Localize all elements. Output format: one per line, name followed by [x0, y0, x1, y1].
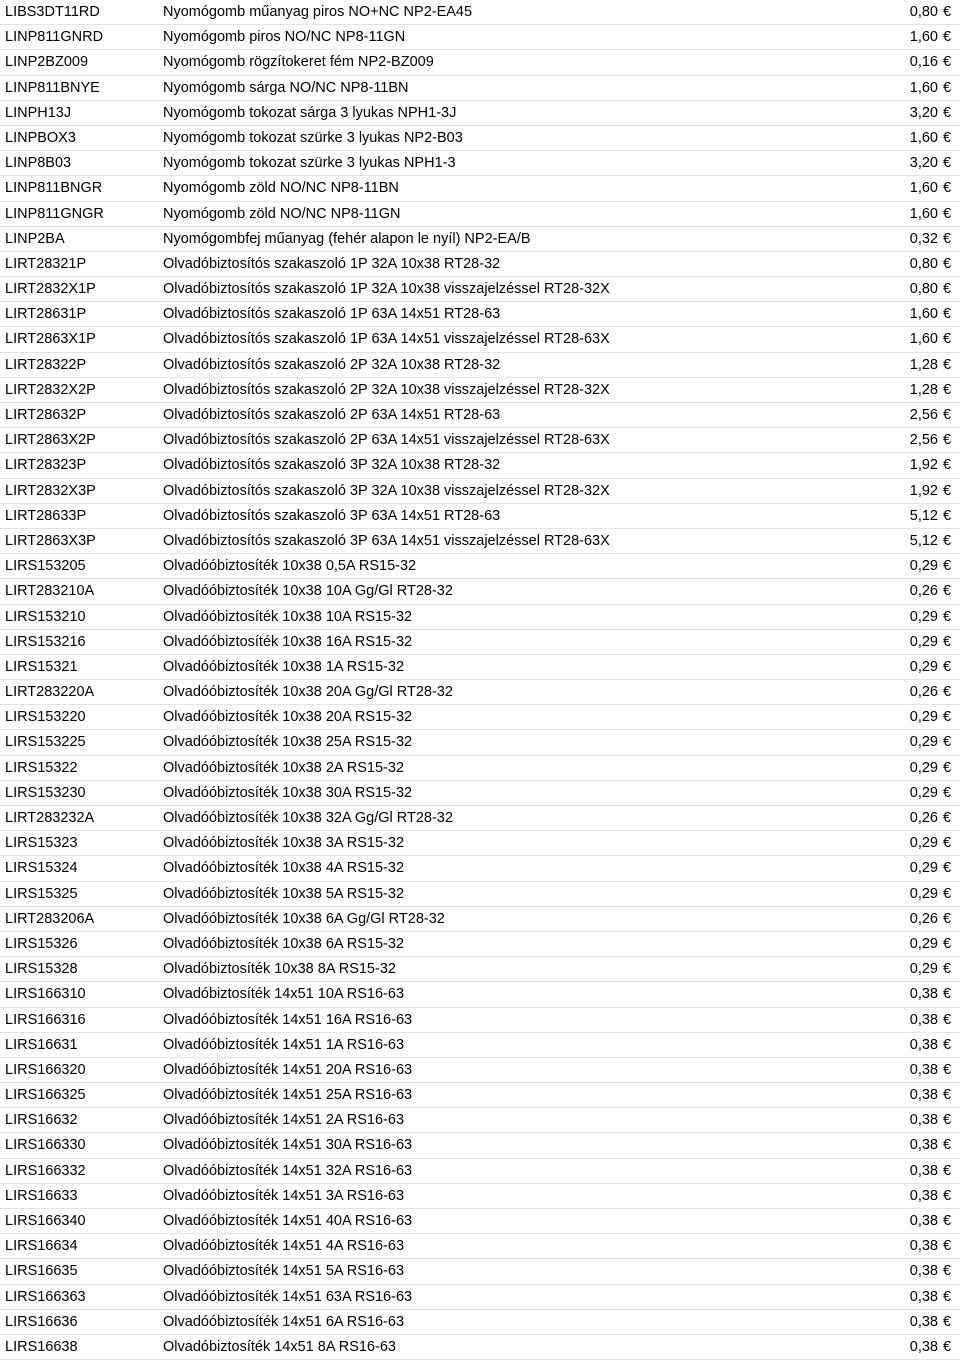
- product-price: 0,26: [909, 810, 938, 826]
- currency-symbol: €: [942, 1061, 952, 1078]
- table-row: [0, 1133, 960, 1158]
- product-code: LIRS16632: [5, 1112, 78, 1129]
- currency-symbol: €: [942, 507, 952, 524]
- product-code: LIRS15322: [5, 759, 78, 776]
- table-row: [0, 1234, 960, 1259]
- product-description: Olvadóóbiztosíték 10x38 6A Gg/Gl RT28-32: [163, 910, 445, 927]
- product-code: LINPH13J: [5, 104, 72, 121]
- table-row: [0, 1083, 960, 1108]
- product-code: LIRS166320: [5, 1061, 86, 1078]
- product-description: Nyomógomb sárga NO/NC NP8-11BN: [163, 79, 409, 96]
- currency-symbol: €: [942, 986, 952, 1003]
- product-price: 0,38: [909, 1162, 938, 1179]
- currency-symbol: €: [942, 860, 952, 877]
- product-description: Olvadóóbiztosíték 14x51 6A RS16-63: [163, 1313, 405, 1330]
- product-code: LINP811BNYE: [5, 79, 100, 96]
- table-row: [0, 227, 960, 252]
- product-description: Olvadóóbiztosíték 10x38 5A RS15-32: [163, 885, 405, 902]
- product-description: Olvadóbiztosíték 10x38 8A RS15-32: [163, 961, 396, 978]
- currency-symbol: €: [942, 230, 952, 247]
- product-description: Olvadóbiztosítós szakaszoló 3P 63A 14x51 RT28-63: [163, 507, 501, 524]
- product-price: 1,60: [909, 205, 938, 222]
- currency-symbol: €: [942, 482, 952, 499]
- product-price: 3,20: [909, 155, 938, 172]
- product-code: LINP2BA: [5, 230, 65, 247]
- currency-symbol: €: [942, 784, 952, 801]
- product-price: 5,12: [909, 532, 938, 549]
- product-price: 3,20: [909, 104, 938, 121]
- product-price: 1,60: [909, 79, 938, 96]
- currency-symbol: €: [942, 281, 952, 298]
- table-row: [0, 1108, 960, 1133]
- product-description: Olvadóóbiztosíték 10x38 10A Gg/Gl RT28-32: [163, 583, 453, 600]
- product-price: 0,80: [909, 255, 938, 272]
- table-row: [0, 1310, 960, 1335]
- product-description: Olvadóóbiztosíték 10x38 2A RS15-32: [163, 759, 405, 776]
- product-description: Olvadóbiztosítós szakaszoló 1P 32A 10x38 visszajelzéssel RT28-32X: [163, 281, 610, 298]
- product-code: LIRS153216: [5, 633, 86, 650]
- table-row: [0, 882, 960, 907]
- currency-symbol: €: [942, 432, 952, 449]
- table-row: [0, 554, 960, 579]
- product-price: 0,38: [909, 1313, 938, 1330]
- product-price: 0,38: [909, 1112, 938, 1129]
- currency-symbol: €: [942, 180, 952, 197]
- product-price: 0,29: [909, 759, 938, 776]
- currency-symbol: €: [942, 709, 952, 726]
- table-row: [0, 0, 960, 25]
- currency-symbol: €: [942, 633, 952, 650]
- currency-symbol: €: [942, 684, 952, 701]
- product-code: LIRS166310: [5, 986, 86, 1003]
- product-code: LIRT2832X1P: [5, 281, 96, 298]
- table-row: [0, 529, 960, 554]
- product-price: 0,29: [909, 608, 938, 625]
- product-code: LIRS166340: [5, 1213, 86, 1229]
- table-row: [0, 781, 960, 806]
- product-description: Nyomógombfej műanyag (fehér alapon le nyíl) NP2-EA/B: [163, 230, 531, 247]
- product-description: Olvadóbiztosítós szakaszoló 2P 63A 14x51 visszajelzéssel RT28-63X: [163, 432, 610, 449]
- product-description: Olvadóóbiztosíték 10x38 3A RS15-32: [163, 835, 405, 852]
- product-description: Nyomógomb rögzítokeret fém NP2-BZ009: [163, 54, 434, 71]
- currency-symbol: €: [942, 407, 952, 423]
- product-description: Olvadóóbiztosíték 14x51 30A RS16-63: [163, 1137, 413, 1154]
- product-price: 0,29: [909, 784, 938, 801]
- currency-symbol: €: [942, 608, 952, 625]
- table-row: [0, 403, 960, 428]
- currency-symbol: €: [942, 1162, 952, 1179]
- table-row: [0, 252, 960, 277]
- table-row: [0, 982, 960, 1007]
- table-row: [0, 1033, 960, 1058]
- product-price: 0,38: [909, 1087, 938, 1104]
- product-description: Olvadóóbiztosíték 14x51 20A RS16-63: [163, 1061, 413, 1078]
- table-row: [0, 176, 960, 201]
- product-price: 0,38: [909, 1137, 938, 1154]
- product-code: LIRT283220A: [5, 684, 95, 701]
- product-price: 0,29: [909, 835, 938, 852]
- product-code: LINP2BZ009: [5, 54, 89, 71]
- product-description: Nyomógomb műanyag piros NO+NC NP2-EA45: [163, 4, 473, 20]
- product-price: 0,29: [909, 658, 938, 675]
- product-description: Nyomógomb tokozat szürke 3 lyukas NP2-B03: [163, 129, 463, 146]
- table-row: [0, 1159, 960, 1184]
- table-row: [0, 101, 960, 126]
- product-price: 1,60: [909, 306, 938, 323]
- product-code: LIRS153230: [5, 784, 86, 801]
- product-code: LIRS15321: [5, 658, 78, 675]
- product-code: LIRT28633P: [5, 507, 87, 524]
- table-row: [0, 856, 960, 881]
- product-price: 1,92: [909, 457, 938, 474]
- currency-symbol: €: [942, 910, 952, 927]
- product-code: LIRT28631P: [5, 306, 87, 323]
- product-price: 0,38: [909, 1213, 938, 1229]
- table-row: [0, 151, 960, 176]
- product-description: Olvadóóbiztosíték 10x38 1A RS15-32: [163, 658, 405, 675]
- table-row: [0, 1209, 960, 1234]
- table-row: [0, 302, 960, 327]
- product-code: LIRT2863X1P: [5, 331, 96, 348]
- currency-symbol: €: [942, 205, 952, 222]
- table-row: [0, 806, 960, 831]
- table-row: [0, 957, 960, 982]
- product-price: 0,38: [909, 1036, 938, 1053]
- currency-symbol: €: [942, 255, 952, 272]
- product-description: Olvadóóbiztosíték 14x51 32A RS16-63: [163, 1162, 413, 1179]
- product-price: 0,38: [909, 1288, 938, 1305]
- product-description: Nyomógomb zöld NO/NC NP8-11GN: [163, 205, 401, 222]
- product-code: LINP8B03: [5, 155, 72, 172]
- product-description: Olvadóóbiztosíték 10x38 10A RS15-32: [163, 608, 413, 625]
- product-code: LINPBOX3: [5, 129, 76, 146]
- product-description: Olvadóóbiztosíték 10x38 6A RS15-32: [163, 935, 405, 952]
- currency-symbol: €: [942, 759, 952, 776]
- product-code: LIRS153205: [5, 558, 86, 575]
- product-code: LIRS16636: [5, 1313, 78, 1330]
- currency-symbol: €: [942, 331, 952, 348]
- product-price: 1,92: [909, 482, 938, 499]
- table-row: [0, 630, 960, 655]
- currency-symbol: €: [942, 1238, 952, 1255]
- product-price: 1,28: [909, 356, 938, 373]
- product-description: Olvadóóbiztosíték 10x38 0,5A RS15-32: [163, 558, 417, 575]
- product-description: Olvadóóbiztosíték 14x51 4A RS16-63: [163, 1238, 405, 1255]
- product-code: LIRS15324: [5, 860, 78, 877]
- currency-symbol: €: [942, 810, 952, 826]
- product-price: 0,38: [909, 1011, 938, 1028]
- product-description: Olvadóbiztosítós szakaszoló 3P 32A 10x38 visszajelzéssel RT28-32X: [163, 482, 610, 499]
- currency-symbol: €: [942, 54, 952, 71]
- product-price: 0,38: [909, 986, 938, 1003]
- product-price: 1,60: [909, 331, 938, 348]
- table-row: [0, 50, 960, 75]
- product-code: LIRS16635: [5, 1263, 78, 1280]
- product-price: 0,26: [909, 684, 938, 701]
- product-price: 0,29: [909, 885, 938, 902]
- currency-symbol: €: [942, 1137, 952, 1154]
- product-code: LIRS153220: [5, 709, 86, 726]
- product-code: LINP811GNGR: [5, 205, 104, 222]
- currency-symbol: €: [942, 356, 952, 373]
- currency-symbol: €: [942, 104, 952, 121]
- product-price: 0,38: [909, 1238, 938, 1255]
- product-code: LIRS166316: [5, 1011, 86, 1028]
- table-row: [0, 479, 960, 504]
- product-price: 1,60: [909, 129, 938, 146]
- currency-symbol: €: [942, 734, 952, 751]
- product-price: 0,38: [909, 1187, 938, 1204]
- currency-symbol: €: [942, 29, 952, 46]
- product-description: Olvadóbiztosítós szakaszoló 2P 32A 10x38 visszajelzéssel RT28-32X: [163, 381, 610, 398]
- currency-symbol: €: [942, 457, 952, 474]
- product-price: 0,38: [909, 1061, 938, 1078]
- product-code: LIRS153225: [5, 734, 86, 751]
- product-price: 0,80: [909, 281, 938, 298]
- table-row: [0, 730, 960, 755]
- table-row: [0, 25, 960, 50]
- table-row: [0, 932, 960, 957]
- product-code: LIRT28632P: [5, 407, 87, 423]
- table-row: [0, 907, 960, 932]
- product-description: Olvadóóbiztosíték 14x51 1A RS16-63: [163, 1036, 405, 1053]
- table-row: [0, 831, 960, 856]
- product-code: LIRT28322P: [5, 356, 87, 373]
- currency-symbol: €: [942, 129, 952, 146]
- currency-symbol: €: [942, 1036, 952, 1053]
- currency-symbol: €: [942, 1213, 952, 1229]
- currency-symbol: €: [942, 306, 952, 323]
- product-code: LIRT2832X2P: [5, 381, 96, 398]
- product-description: Olvadóóbiztosíték 10x38 4A RS15-32: [163, 860, 405, 877]
- product-price: 0,29: [909, 935, 938, 952]
- currency-symbol: €: [942, 4, 952, 20]
- table-row: [0, 76, 960, 101]
- product-description: Olvadóbiztosítós szakaszoló 3P 63A 14x51 visszajelzéssel RT28-63X: [163, 532, 610, 549]
- product-code: LIRS153210: [5, 608, 86, 625]
- table-row: [0, 655, 960, 680]
- product-price: 0,16: [909, 54, 938, 71]
- currency-symbol: €: [942, 1011, 952, 1028]
- product-description: Nyomógomb piros NO/NC NP8-11GN: [163, 29, 406, 46]
- table-row: [0, 327, 960, 352]
- product-code: LIRS16631: [5, 1036, 78, 1053]
- product-code: LIRT283232A: [5, 810, 95, 826]
- product-description: Olvadóóbiztosíték 14x51 3A RS16-63: [163, 1187, 405, 1204]
- product-code: LIRS16633: [5, 1187, 78, 1204]
- product-code: LIRT2863X2P: [5, 432, 96, 449]
- product-code: LIRT2863X3P: [5, 532, 96, 549]
- table-row: [0, 680, 960, 705]
- table-row: [0, 277, 960, 302]
- product-description: Olvadóbiztosítós szakaszoló 1P 32A 10x38 RT28-32: [163, 255, 501, 272]
- product-code: LIRS15325: [5, 885, 78, 902]
- product-price: 0,26: [909, 583, 938, 600]
- product-description: Olvadóóbiztosíték 14x51 25A RS16-63: [163, 1087, 413, 1104]
- product-description: Olvadóóbiztosíték 14x51 40A RS16-63: [163, 1213, 413, 1229]
- product-price: 0,29: [909, 709, 938, 726]
- product-description: Olvadóbiztosítós szakaszoló 1P 63A 14x51 RT28-63: [163, 306, 501, 323]
- product-description: Nyomógomb tokozat szürke 3 lyukas NPH1-3: [163, 155, 456, 172]
- product-description: Olvadóbiztosítós szakaszoló 1P 63A 14x51 visszajelzéssel RT28-63X: [163, 331, 610, 348]
- product-price: 1,28: [909, 381, 938, 398]
- table-row: [0, 504, 960, 529]
- product-description: Olvadóbiztosíték 14x51 10A RS16-63: [163, 986, 405, 1003]
- product-description: Olvadóóbiztosíték 10x38 16A RS15-32: [163, 633, 413, 650]
- product-price: 0,32: [909, 230, 938, 247]
- product-price: 2,56: [909, 432, 938, 449]
- product-code: LIRT2832X3P: [5, 482, 96, 499]
- currency-symbol: €: [942, 1338, 952, 1355]
- table-row: [0, 126, 960, 151]
- product-code: LIRT28323P: [5, 457, 87, 474]
- currency-symbol: €: [942, 1187, 952, 1204]
- table-row: [0, 605, 960, 630]
- product-code: LIRT283210A: [5, 583, 95, 600]
- product-price: 2,56: [909, 407, 938, 423]
- table-row: [0, 1058, 960, 1083]
- product-description: Olvadóbiztosítós szakaszoló 2P 32A 10x38 RT28-32: [163, 356, 501, 373]
- table-row: [0, 428, 960, 453]
- product-code: LIRT283206A: [5, 910, 95, 927]
- table-row: [0, 705, 960, 730]
- table-row: [0, 1285, 960, 1310]
- product-description: Olvadóóbiztosíték 10x38 25A RS15-32: [163, 734, 413, 751]
- currency-symbol: €: [942, 583, 952, 600]
- product-description: Olvadóbiztosíték 14x51 8A RS16-63: [163, 1338, 396, 1355]
- product-description: Olvadóóbiztosíték 14x51 16A RS16-63: [163, 1011, 413, 1028]
- table-row: [0, 353, 960, 378]
- product-code: LIRS166325: [5, 1087, 86, 1104]
- currency-symbol: €: [942, 1313, 952, 1330]
- product-code: LIRS166332: [5, 1162, 86, 1179]
- product-code: LIRS15323: [5, 835, 78, 852]
- product-code: LIRS166363: [5, 1288, 86, 1305]
- product-description: Olvadóóbiztosíték 10x38 20A RS15-32: [163, 709, 413, 726]
- table-row: [0, 453, 960, 478]
- product-description: Olvadóóbiztosíték 10x38 30A RS15-32: [163, 784, 413, 801]
- currency-symbol: €: [942, 961, 952, 978]
- product-price: 0,38: [909, 1338, 938, 1355]
- currency-symbol: €: [942, 558, 952, 575]
- currency-symbol: €: [942, 155, 952, 172]
- table-row: [0, 579, 960, 604]
- product-description: Olvadóóbiztosíték 14x51 2A RS16-63: [163, 1112, 405, 1129]
- product-description: Nyomógomb zöld NO/NC NP8-11BN: [163, 180, 399, 197]
- product-description: Nyomógomb tokozat sárga 3 lyukas NPH1-3J: [163, 104, 457, 121]
- table-row: [0, 1259, 960, 1284]
- product-price: 0,80: [909, 4, 938, 20]
- product-code: LIRS15328: [5, 961, 78, 978]
- product-price: 0,29: [909, 633, 938, 650]
- table-row: [0, 1335, 960, 1360]
- table-row: [0, 1184, 960, 1209]
- currency-symbol: €: [942, 381, 952, 398]
- currency-symbol: €: [942, 885, 952, 902]
- currency-symbol: €: [942, 658, 952, 675]
- table-row: [0, 378, 960, 403]
- currency-symbol: €: [942, 79, 952, 96]
- product-code: LIRS16634: [5, 1238, 78, 1255]
- product-price: 0,38: [909, 1263, 938, 1280]
- product-price: 0,29: [909, 961, 938, 978]
- product-price: 0,29: [909, 860, 938, 877]
- currency-symbol: €: [942, 532, 952, 549]
- currency-symbol: €: [942, 1263, 952, 1280]
- product-code: LIBS3DT11RD: [5, 4, 100, 20]
- product-description: Olvadóóbiztosíték 14x51 63A RS16-63: [163, 1288, 413, 1305]
- product-code: LIRS16638: [5, 1338, 78, 1355]
- currency-symbol: €: [942, 1087, 952, 1104]
- currency-symbol: €: [942, 1112, 952, 1129]
- table-row: [0, 1008, 960, 1033]
- product-code: LIRS15326: [5, 935, 78, 952]
- product-code: LIRT28321P: [5, 255, 87, 272]
- product-description: Olvadóóbiztosíték 10x38 20A Gg/Gl RT28-32: [163, 684, 453, 701]
- product-price: 0,29: [909, 734, 938, 751]
- product-price: 1,60: [909, 180, 938, 197]
- product-price: 1,60: [909, 29, 938, 46]
- product-price: 0,29: [909, 558, 938, 575]
- product-price: 0,26: [909, 910, 938, 927]
- product-description: Olvadóbiztosítós szakaszoló 3P 32A 10x38 RT28-32: [163, 457, 501, 474]
- currency-symbol: €: [942, 835, 952, 852]
- product-code: LINP811GNRD: [5, 29, 104, 46]
- table-row: [0, 756, 960, 781]
- table-row: [0, 202, 960, 227]
- product-code: LINP811BNGR: [5, 180, 103, 197]
- currency-symbol: €: [942, 1288, 952, 1305]
- product-description: Olvadóóbiztosíték 10x38 32A Gg/Gl RT28-32: [163, 810, 453, 826]
- product-code: LIRS166330: [5, 1137, 86, 1154]
- currency-symbol: €: [942, 935, 952, 952]
- product-description: Olvadóóbiztosíték 14x51 5A RS16-63: [163, 1263, 405, 1280]
- product-description: Olvadóbiztosítós szakaszoló 2P 63A 14x51 RT28-63: [163, 407, 501, 423]
- product-price: 5,12: [909, 507, 938, 524]
